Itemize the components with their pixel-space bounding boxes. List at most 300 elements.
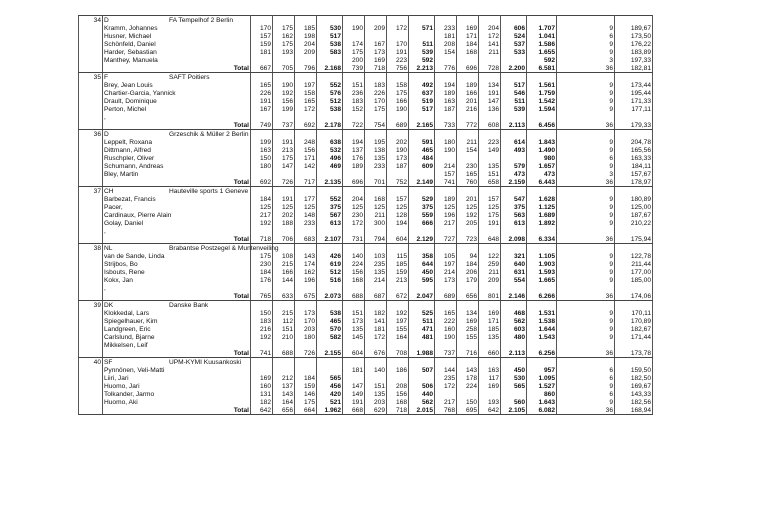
score-cell: 112 [273,317,295,325]
empty-cell [343,73,365,82]
score-cell: 135 [365,154,387,162]
score-cell: 171,44 [615,333,653,341]
player-name: Klokkedal, Lars [103,309,251,317]
score-cell: 146 [295,390,317,398]
score-cell: 151 [343,81,365,89]
score-cell: 957 [527,366,557,374]
total-cell: 179,33 [615,121,653,130]
empty-cell [79,317,103,325]
score-cell: 125 [387,203,409,211]
score-cell: 547 [501,195,527,203]
score-cell: 603 [501,325,527,333]
score-cell: 321 [501,252,527,260]
empty-cell [365,73,387,82]
score-cell [343,113,365,121]
score-cell: 170 [365,97,387,105]
score-cell: 170 [251,24,273,32]
score-cell: 166 [457,89,479,97]
score-cell: 175 [343,48,365,56]
score-cell: 209 [479,276,501,284]
score-cell: 375 [409,203,435,211]
empty-cell [79,309,103,317]
player-name: Harder, Sebastian [103,48,251,56]
score-cell: 203 [365,398,387,406]
score-cell: 521 [317,398,343,406]
score-cell: 224 [457,382,479,390]
empty-cell [79,333,103,341]
score-cell: 473 [501,170,527,178]
score-cell: 190 [273,81,295,89]
total-cell: 718 [251,235,273,244]
score-cell: 183 [343,97,365,105]
total-cell: 752 [387,178,409,187]
score-cell: 181 [435,32,457,40]
score-cell [295,366,317,374]
score-cell: 168 [343,276,365,284]
score-cell: 217 [251,211,273,219]
score-cell: 187 [387,162,409,170]
score-cell [457,56,479,64]
score-cell: 165,56 [615,146,653,154]
score-cell: 224 [343,260,365,268]
score-cell: 609 [409,162,435,170]
player-row [79,138,653,146]
team-number: 40 [79,358,103,367]
total-cell: 676 [365,349,387,358]
empty-cell [435,16,457,25]
player-row [79,195,653,203]
score-cell: 156 [387,390,409,398]
player-name: Isbouts, Rene [103,268,251,276]
score-cell: 530 [317,24,343,32]
score-cell: 210,22 [615,219,653,227]
score-cell: 582 [317,333,343,341]
empty-cell [79,81,103,89]
score-cell: 1.561 [527,81,557,89]
score-cell: 183 [365,81,387,89]
score-cell: 187 [435,105,457,113]
score-cell: 160 [251,382,273,390]
empty-cell [295,301,317,310]
score-cell: 169 [479,382,501,390]
score-cell: 426 [317,252,343,260]
player-name: Huomo, Jari [103,382,251,390]
team-country-cell [103,244,279,253]
empty-cell [387,187,409,196]
score-cell: 170 [295,317,317,325]
score-cell: 516 [317,276,343,284]
score-cell: 165 [457,170,479,178]
empty-cell [317,244,343,253]
score-cell: 3 [557,56,615,64]
score-cell [457,284,479,292]
score-cell [273,170,295,178]
score-cell: 201 [457,97,479,105]
player-row [79,97,653,105]
score-cell: 184 [457,260,479,268]
score-cell: 163 [435,97,457,105]
total-cell: 656 [457,292,479,301]
total-cell: 2.113 [501,121,527,130]
score-cell: 199 [251,138,273,146]
score-cell: 666 [409,219,435,227]
team-country: NL [104,244,113,252]
empty-cell [343,301,365,310]
score-cell: 1.707 [527,24,557,32]
score-cell [317,366,343,374]
empty-cell [79,260,103,268]
score-cell: 177,11 [615,105,653,113]
score-cell: 183,89 [615,48,653,56]
empty-cell [479,358,501,367]
score-cell: 223 [387,56,409,64]
score-cell [295,113,317,121]
empty-cell [557,301,615,310]
score-cell: 167 [365,40,387,48]
score-cell: 144 [435,366,457,374]
empty-cell [479,16,501,25]
empty-cell [79,382,103,390]
score-cell: 197 [387,317,409,325]
score-cell [479,284,501,292]
score-cell [295,56,317,64]
player-row [79,227,653,235]
score-cell: 180 [295,333,317,341]
total-label: Total [103,178,251,187]
score-cell: 179 [457,276,479,284]
team-number: 36 [79,130,103,139]
score-cell: 166 [273,268,295,276]
empty-cell [251,187,273,196]
score-cell [435,227,457,235]
empty-cell [251,73,273,82]
score-cell: 180 [435,138,457,146]
score-cell: 176 [251,276,273,284]
score-cell: 187,67 [615,211,653,219]
total-cell: 2.073 [317,292,343,301]
total-cell: 726 [273,178,295,187]
score-cell [435,56,457,64]
score-cell: 204 [295,40,317,48]
empty-cell [79,56,103,64]
total-cell: 2.129 [409,235,435,244]
score-cell: 511 [409,40,435,48]
score-cell: 157 [387,195,409,203]
score-cell: 176,22 [615,40,653,48]
score-cell: 180,89 [615,195,653,203]
score-cell: 185 [295,24,317,32]
score-cell: 235 [435,374,457,382]
total-cell: 692 [251,178,273,187]
score-cell: 175 [251,252,273,260]
total-cell: 2.200 [501,64,527,73]
empty-cell [79,113,103,121]
player-row [79,341,653,349]
score-cell [409,341,435,349]
score-cell [479,227,501,235]
score-cell [457,154,479,162]
score-cell: 248 [295,138,317,146]
score-cell: 1.657 [527,162,557,170]
score-cell: 190 [435,146,457,154]
score-cell [365,227,387,235]
total-cell: 668 [343,406,365,415]
score-cell: 1.644 [527,325,557,333]
score-cell: 537 [501,40,527,48]
total-cell: 36 [557,235,615,244]
score-cell [387,113,409,121]
score-cell: 182,50 [615,374,653,382]
score-cell: 559 [409,211,435,219]
total-cell: 717 [295,178,317,187]
empty-cell [365,130,387,139]
score-cell: 184 [457,40,479,48]
total-cell: 6.443 [527,178,557,187]
score-cell: 169 [251,374,273,382]
score-cell: 182,56 [615,398,653,406]
score-cell: 1.490 [527,146,557,154]
score-cell: 193 [273,48,295,56]
score-cell [527,113,557,121]
total-cell: 6.256 [527,349,557,358]
score-cell: 125 [251,203,273,211]
score-cell [409,113,435,121]
empty-cell [251,130,273,139]
player-row [79,89,653,97]
score-cell [273,113,295,121]
score-cell: 155 [387,325,409,333]
total-cell: 36 [557,349,615,358]
score-cell [387,32,409,40]
total-cell: 696 [457,64,479,73]
score-cell: 165 [251,81,273,89]
score-cell: 226 [365,89,387,97]
team-name: SAFT Poitiers [169,73,210,81]
score-cell: 9 [557,219,615,227]
score-cell: 213 [273,146,295,154]
score-cell: 180 [251,162,273,170]
score-cell: 184 [295,374,317,382]
score-cell: 164 [273,398,295,406]
score-cell [317,170,343,178]
score-cell: 135 [343,325,365,333]
score-cell [295,341,317,349]
score-cell: 168 [365,195,387,203]
score-cell: 358 [409,252,435,260]
score-cell: 1.586 [527,40,557,48]
score-cell: 1.538 [527,317,557,325]
score-cell: 169 [457,317,479,325]
score-cell: 183 [251,317,273,325]
score-cell: 506 [409,382,435,390]
score-cell: 135 [479,333,501,341]
score-cell: 511 [501,97,527,105]
total-label: Total [103,292,251,301]
score-cell: 175 [273,40,295,48]
player-name: Dittmann, Alfred [103,146,251,154]
score-cell [317,113,343,121]
total-cell: 708 [387,349,409,358]
total-cell: 716 [457,349,479,358]
score-cell [615,341,653,349]
player-name: Chartier-Garcia, Yannick [103,89,251,97]
empty-cell [527,301,557,310]
player-name: Schumann, Andreas [103,162,251,170]
score-cell: 552 [317,195,343,203]
score-cell [501,154,527,162]
team-country-cell [103,130,251,139]
empty-cell [79,195,103,203]
score-cell: 191 [479,89,501,97]
team-name: Brabantse Postzegel & Muntenveiling [169,244,279,252]
score-cell: 9 [557,105,615,113]
score-cell: 169 [457,24,479,32]
score-cell [251,113,273,121]
team-number: 37 [79,187,103,196]
empty-cell [79,89,103,97]
empty-cell [479,130,501,139]
total-cell: 765 [251,292,273,301]
player-name: Carlslund, Bjarne [103,333,251,341]
total-cell: 794 [365,235,387,244]
score-cell: 151 [479,170,501,178]
team-country: D [104,130,109,138]
score-cell: 197 [435,260,457,268]
player-row [79,260,653,268]
score-cell: 9 [557,268,615,276]
empty-cell [615,301,653,310]
score-cell: 571 [409,24,435,32]
empty-cell [527,244,557,253]
score-cell: 166 [387,97,409,105]
player-row [79,374,653,382]
player-name: Husner, Michael [103,32,251,40]
total-cell: 664 [295,406,317,415]
empty-cell [387,73,409,82]
team-total-row [79,178,653,187]
empty-cell [317,187,343,196]
score-cell: 9 [557,162,615,170]
score-cell: 151 [365,382,387,390]
empty-cell [79,178,103,187]
score-cell: 554 [501,276,527,284]
score-cell: 233 [435,24,457,32]
score-cell: 185 [479,325,501,333]
score-cell: 1.531 [527,309,557,317]
score-cell: 517 [317,32,343,40]
total-cell: 642 [479,406,501,415]
score-cell [343,170,365,178]
empty-cell [435,244,457,253]
total-cell: 776 [435,64,457,73]
empty-cell [435,130,457,139]
score-cell [317,341,343,349]
score-cell [457,227,479,235]
score-cell: 173,50 [615,32,653,40]
team-number: 38 [79,244,103,253]
score-cell: 177,00 [615,268,653,276]
empty-cell [501,358,527,367]
player-name: Brey, Jean Louis [103,81,251,89]
score-cell: 196 [295,276,317,284]
empty-cell [435,187,457,196]
empty-cell [501,130,527,139]
score-cell: 191 [273,138,295,146]
score-cell: 147 [273,162,295,170]
score-cell [457,113,479,121]
score-cell [527,227,557,235]
score-cell: 176 [343,154,365,162]
score-cell: 640 [501,260,527,268]
team-header-row [79,301,653,310]
score-cell: 200 [343,56,365,64]
score-cell: 579 [501,162,527,170]
score-cell: 496 [317,154,343,162]
score-cell: 570 [317,325,343,333]
score-cell: 233 [295,219,317,227]
empty-cell [409,244,435,253]
empty-cell [457,358,479,367]
player-name: van de Sande, Linda [103,252,251,260]
total-cell: 6.082 [527,406,557,415]
score-cell: 563 [501,211,527,219]
empty-cell [615,358,653,367]
score-cell: 194 [343,138,365,146]
score-cell: 532 [317,146,343,154]
score-cell: 375 [317,203,343,211]
score-cell: 9 [557,97,615,105]
score-cell: 125 [457,203,479,211]
score-cell: 215 [273,309,295,317]
score-cell: 190 [435,333,457,341]
score-cell [273,341,295,349]
empty-cell [79,219,103,227]
total-cell: 739 [343,64,365,73]
score-cell: 150 [457,398,479,406]
score-cell: 583 [317,48,343,56]
total-cell: 2.047 [409,292,435,301]
score-cell: 157 [251,32,273,40]
score-cell [365,32,387,40]
score-cell: 258 [457,325,479,333]
score-cell [527,284,557,292]
score-cell [317,56,343,64]
total-cell: 741 [435,178,457,187]
score-cell: 149 [343,390,365,398]
empty-cell [387,130,409,139]
empty-cell [79,64,103,73]
score-cell: 209 [295,48,317,56]
score-cell: 222 [435,317,457,325]
empty-cell [79,398,103,406]
score-cell: 213 [387,276,409,284]
score-cell: 300 [365,219,387,227]
score-cell: 202 [273,211,295,219]
score-cell: 184,11 [615,162,653,170]
score-cell: 1.542 [527,97,557,105]
score-cell: 125 [365,203,387,211]
score-cell: 530 [501,374,527,382]
score-cell: 198 [295,32,317,40]
score-cell: 182 [365,309,387,317]
score-cell [343,227,365,235]
score-cell: 189 [435,89,457,97]
score-cell: 1.105 [527,252,557,260]
score-cell: 539 [501,105,527,113]
score-cell: 157,67 [615,170,653,178]
score-cell: 172 [295,105,317,113]
score-cell: 606 [501,24,527,32]
